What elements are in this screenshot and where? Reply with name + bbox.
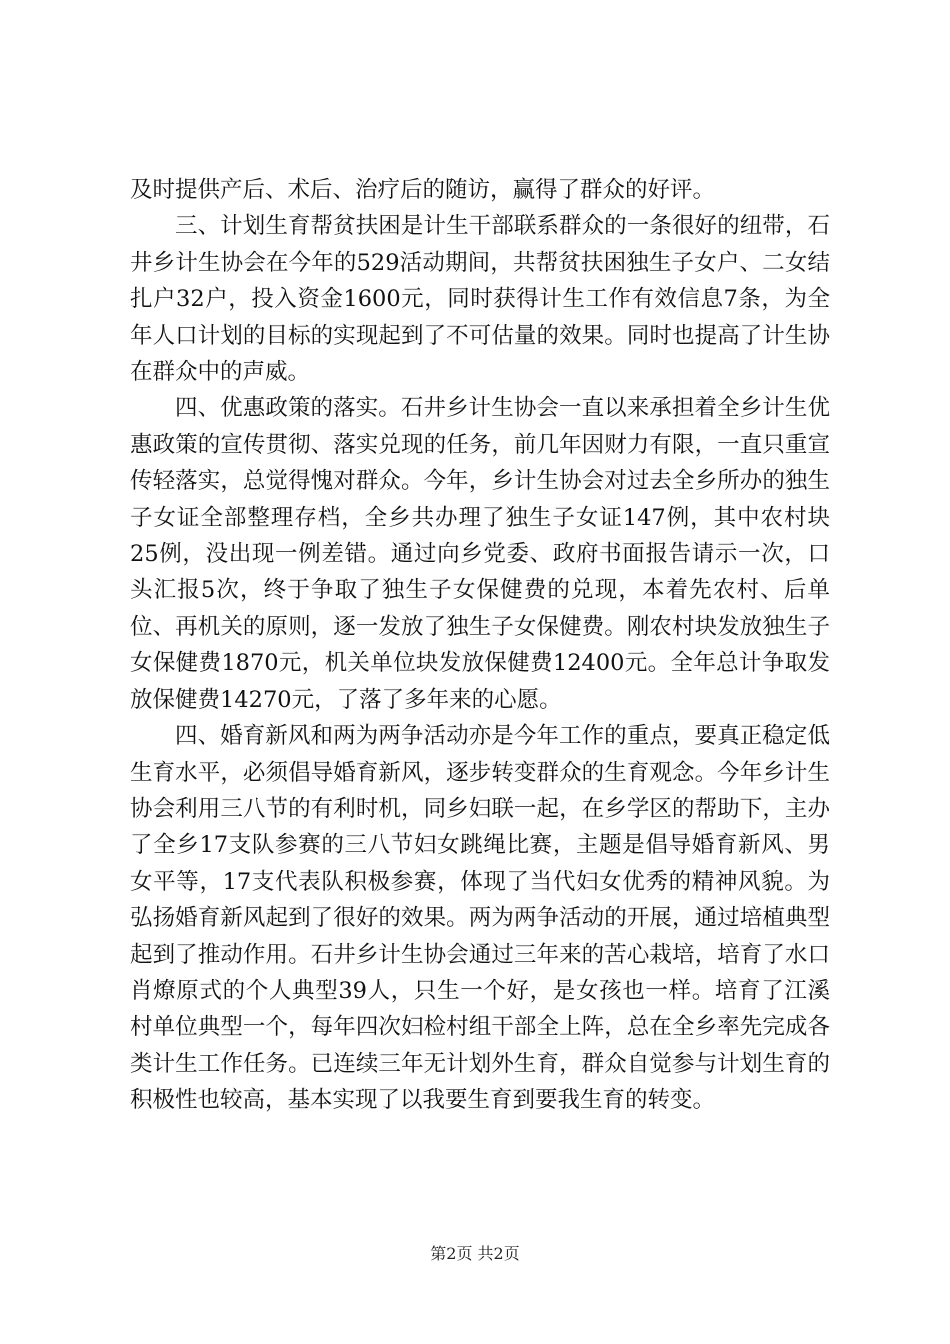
paragraph-marriage-customs: 四、婚育新风和两为两争活动亦是今年工作的重点，要真正稳定低生育水平，必须倡导婚育新风，逐步转变群众的生育观念。今年乡计生协会利用三八节的有利时机，同乡妇联一起，在乡学区的帮助下，主办了全乡17支队参赛的三八节妇女跳绳比赛，主题是倡导婚育新风、男女平等，17支代表队积极参赛，体现了当代妇女优秀的精神风貌。为弘扬婚育新风起到了很好的效果。两为两争活动的开展，通过培植典型起到了推动作用。石井乡计生协会通过三年来的苦心栽培，培育了水口肖燎原式的个人典型39人，只生一个好，是女孩也一样。培育了江溪村单位典型一个，每年四次妇检村组干部全上阵，总在全乡率先完成各类计生工作任务。已连续三年无计划外生育，群众自觉参与计划生育的积极性也较高，基本实现了以我要生育到要我生育的转变。 — [130, 723, 830, 1114]
paragraph-poverty-relief: 三、计划生育帮贫扶困是计生干部联系群众的一条很好的纽带，石井乡计生协会在今年的529活动期间，共帮贫扶困独生子女户、二女结扎户32户，投入资金1600元，同时获得计生工作有效信息7条，为全年人口计划的目标的实现起到了不可估量的效果。同时也提高了计生协在群众中的声威。 — [130, 213, 830, 386]
paragraph-continuation: 及时提供产后、术后、治疗后的随访，赢得了群众的好评。 — [130, 177, 716, 203]
page-number-footer: 第2页 共2页 — [430, 1244, 520, 1263]
document-body — [130, 172, 830, 1119]
paragraph-preferential-policy: 四、优惠政策的落实。石井乡计生协会一直以来承担着全乡计生优惠政策的宣传贯彻、落实兑现的任务，前几年因财力有限，一直只重宣传轻落实，总觉得愧对群众。今年，乡计生协会对过去全乡所办的独生子女证全部整理存档，全乡共办理了独生子女证147例，其中农村块25例，没出现一例差错。通过向乡党委、政府书面报告请示一次，口头汇报5次，终于争取了独生子女保健费的兑现，本着先农村、后单位、再机关的原则，逐一发放了独生子女保健费。刚农村块发放独生子女保健费1870元，机关单位块发放保健费12400元。全年总计争取发放保健费14270元，了落了多年来的心愿。 — [130, 395, 830, 713]
